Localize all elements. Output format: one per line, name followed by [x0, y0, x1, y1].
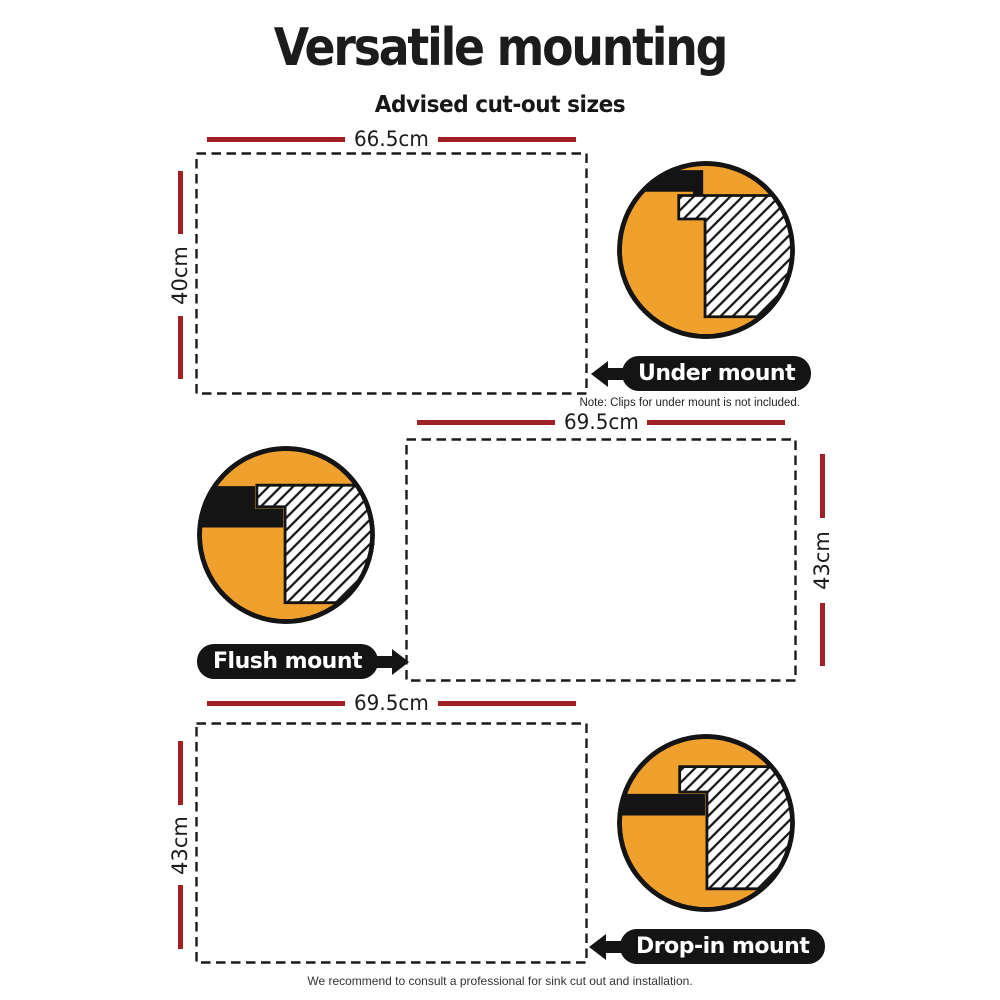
width-dimension-label: 69.5cm — [354, 690, 429, 715]
width-dimension-label: 66.5cm — [354, 126, 429, 151]
flush-mount-cross-section-icon — [192, 441, 380, 629]
drop-in-mount-cross-section-icon — [612, 729, 800, 917]
footer-disclaimer: We recommend to consult a professional for sink cut out and installation. — [307, 974, 693, 988]
dimension-line — [207, 137, 345, 142]
height-dimension-under-mount — [158, 167, 202, 383]
height-dimension-label: 43cm — [809, 530, 834, 590]
height-dimension-flush-mount — [800, 450, 844, 670]
under-mount-callout — [591, 355, 811, 392]
width-dimension-flush-mount — [405, 411, 797, 433]
flush-mount-callout — [197, 643, 409, 680]
cutout-rect-flush-mount — [405, 438, 797, 682]
under-mount-pill: Under mount — [622, 356, 811, 391]
under-mount-cross-section-icon — [612, 156, 800, 344]
dimension-line — [820, 603, 825, 667]
dimension-line — [178, 741, 183, 805]
width-dimension-drop-in-mount — [195, 692, 588, 714]
dimension-line — [178, 316, 183, 379]
dimension-line — [820, 454, 825, 518]
height-dimension-label: 40cm — [167, 245, 192, 305]
page-subtitle: Advised cut-out sizes — [374, 92, 626, 118]
arrow-right-icon — [375, 647, 409, 677]
height-dimension-drop-in-mount — [158, 737, 202, 953]
cutout-rect-under-mount — [195, 152, 588, 395]
cutout-rect-drop-in-mount — [195, 722, 588, 964]
dimension-line — [438, 701, 576, 706]
under-mount-note: Note: Clips for under mount is not included. — [579, 397, 800, 409]
flush-mount-pill: Flush mount — [197, 644, 378, 679]
page-title: Versatile mounting — [273, 18, 727, 78]
drop-in-mount-pill: Drop-in mount — [620, 929, 825, 964]
drop-in-mount-callout — [589, 928, 825, 965]
dimension-line — [438, 137, 576, 142]
width-dimension-label: 69.5cm — [563, 409, 639, 434]
arrow-left-icon — [591, 359, 625, 389]
dimension-line — [647, 420, 785, 425]
dimension-line — [178, 885, 183, 949]
dimension-line — [178, 171, 183, 234]
height-dimension-label: 43cm — [167, 815, 192, 875]
arrow-left-icon — [589, 932, 623, 962]
dimension-line — [207, 701, 345, 706]
dimension-line — [417, 420, 555, 425]
width-dimension-under-mount — [195, 128, 588, 150]
